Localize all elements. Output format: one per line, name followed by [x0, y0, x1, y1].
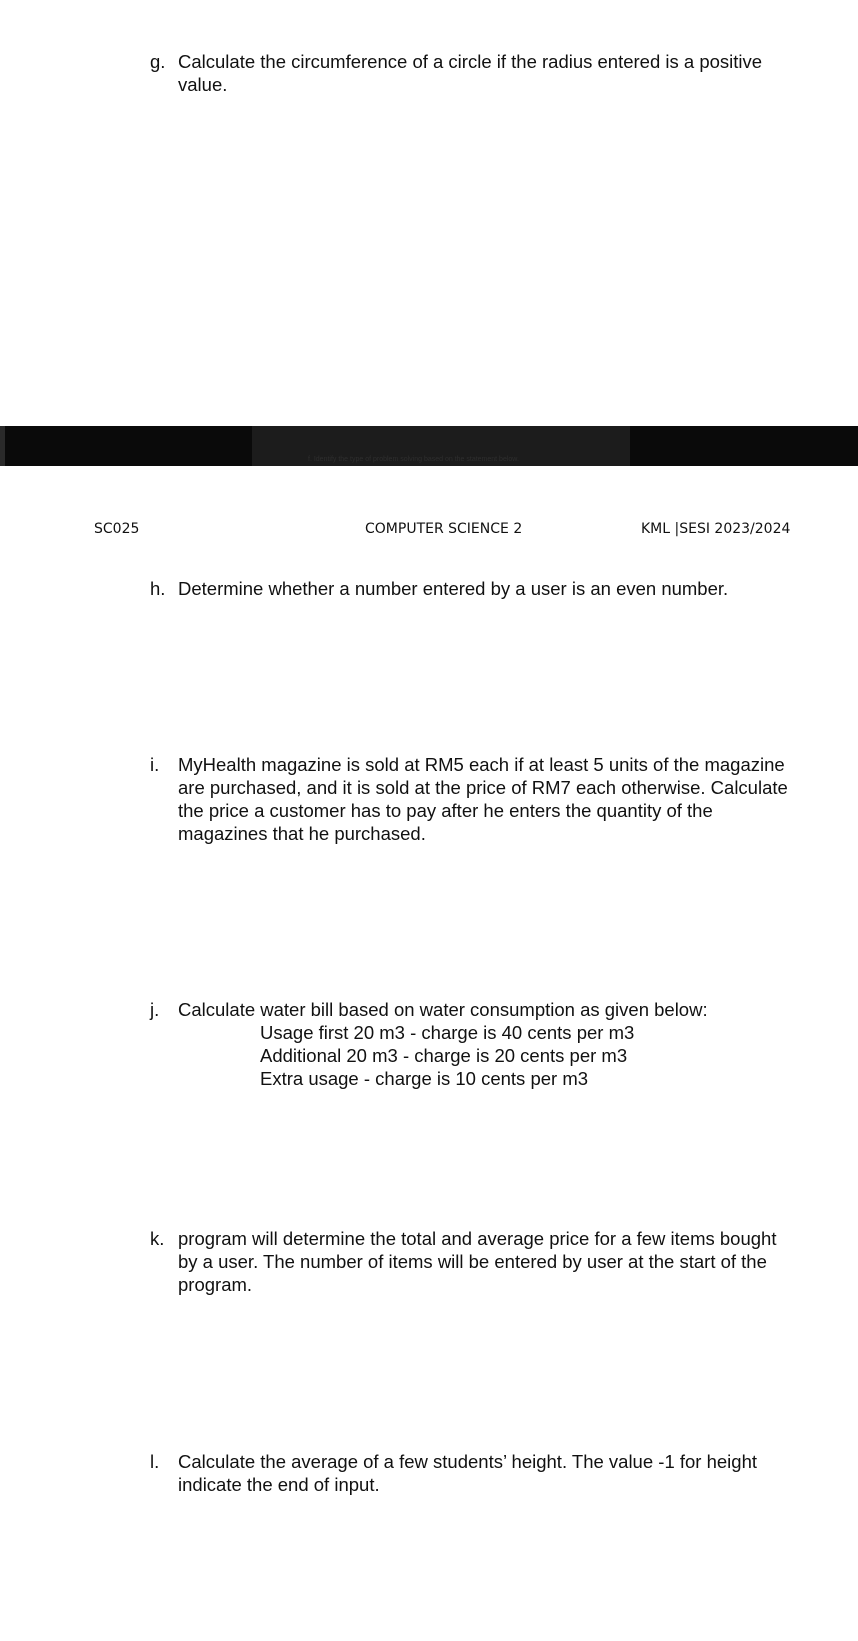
question-k [150, 1227, 800, 1296]
question-letter: i. [150, 754, 160, 775]
question-h [150, 577, 800, 600]
charge-line: Extra usage - charge is 10 cents per m3 [260, 1068, 589, 1089]
question-letter: k. [150, 1228, 165, 1249]
question-l [150, 1450, 800, 1496]
question-letter: g. [150, 51, 166, 72]
page-break-bar [0, 426, 858, 466]
page-header [0, 521, 858, 543]
question-text: Calculate the circumference of a circle if the radius entered is a positive value. [178, 51, 763, 95]
course-title: COMPUTER SCIENCE 2 [365, 521, 523, 537]
faint-bar-text: f. Identify the type of problem solving based on the statement below. [308, 456, 519, 463]
charge-line: Additional 20 m3 - charge is 20 cents per m3 [260, 1045, 628, 1066]
question-j [150, 998, 800, 1090]
question-letter: h. [150, 578, 166, 599]
course-code: SC025 [94, 521, 140, 537]
question-text: program will determine the total and average price for a few items bought by a user. The number of items will be entered by user at the start of the program. [178, 1228, 777, 1295]
question-text: MyHealth magazine is sold at RM5 each if at least 5 units of the magazine are purchased, and it is sold at the price of RM7 each otherwise. Calculate the price a customer has to pay after he enters the quantity of the magazines that he purchased. [178, 754, 788, 844]
charge-line: Usage first 20 m3 - charge is 40 cents per m3 [260, 1022, 635, 1043]
question-letter: j. [150, 999, 160, 1020]
question-text: Calculate water bill based on water consumption as given below: [178, 999, 708, 1020]
session-label: KML |SESI 2023/2024 [641, 521, 791, 537]
question-letter: l. [150, 1451, 160, 1472]
question-text: Calculate the average of a few students’ height. The value -1 for height indicate the end of input. [178, 1451, 758, 1495]
question-i [150, 753, 800, 845]
question-text: Determine whether a number entered by a user is an even number. [178, 578, 729, 599]
question-g [150, 50, 800, 96]
bar-edge [0, 426, 5, 466]
